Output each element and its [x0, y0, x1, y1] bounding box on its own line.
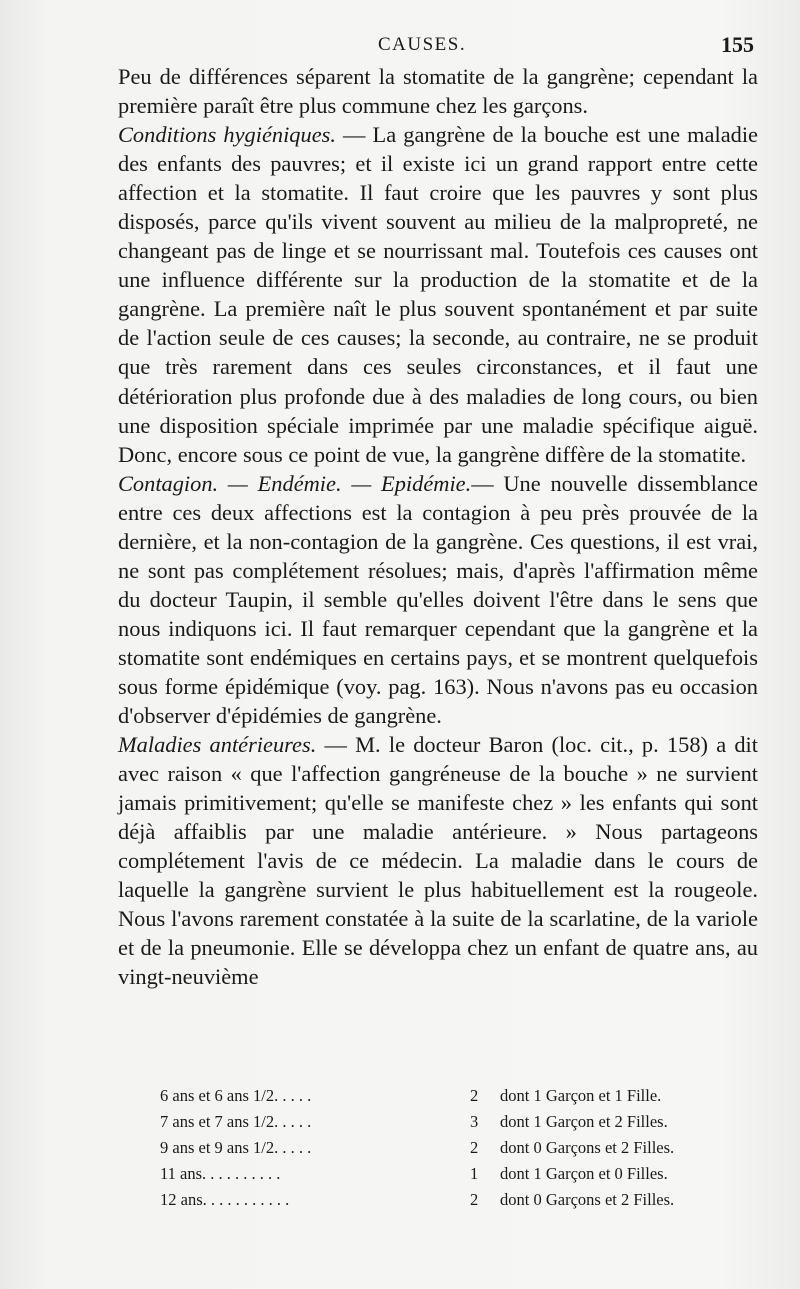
table-row	[160, 1083, 720, 1109]
paragraph-lead: Conditions hygiéniques.	[118, 122, 336, 148]
detail-cell: dont 0 Garçons et 2 Filles.	[500, 1190, 675, 1209]
paragraph-text: — La gangrène de la bouche est une maladie des enfants des pauvres; et il existe ici un grand rapport entre cette affection et la stomatite. Il faut croire que les pauvres y sont plus disposés, parce qu'ils vivent souvent au milieu de la malpropreté, ne changeant pas de linge et se nourrissant mal. Toutefois ces causes ont une influence différente sur la production de la stomatite et de la gangrène. La première naît le plus souvent spontanément et par suite de l'action seule de ces causes; la seconde, au contraire, ne se produit que très rarement dans ces seules circonstances, et il faut une détérioration plus profonde due à des maladies de long cours, ou bien une disposition spéciale imprimée par une maladie spécifique aiguë. Donc, encore sous ce point de vue, la gangrène diffère de la stomatite.	[118, 122, 758, 467]
detail-cell: dont 1 Garçon et 0 Filles.	[500, 1164, 668, 1183]
paragraph-lead: Maladies antérieures.	[118, 732, 317, 758]
count-cell: 1	[470, 1164, 479, 1183]
detail-cell: dont 1 Garçon et 2 Filles.	[500, 1112, 668, 1131]
age-cell: 9 ans et 9 ans 1/2. . . . .	[160, 1138, 312, 1157]
body-text	[118, 62, 758, 992]
age-cell: 11 ans. . . . . . . . . .	[160, 1164, 281, 1183]
table-row	[160, 1161, 720, 1187]
page-header	[118, 30, 760, 60]
detail-cell: dont 1 Garçon et 1 Fille.	[500, 1086, 662, 1105]
paragraph	[118, 730, 758, 991]
age-cell: 12 ans. . . . . . . . . . .	[160, 1190, 290, 1209]
table-row	[160, 1135, 720, 1161]
count-cell: 2	[470, 1138, 479, 1157]
running-head: CAUSES.	[378, 34, 467, 55]
paragraph-text: — Une nouvelle dissemblance entre ces deux affections est la contagion à peu près prouvée de la dernière, et la non-contagion de la gangrène. Ces questions, il est vrai, ne sont pas complétement résolues; mais, d'après l'affirmation même du docteur Taupin, il semble qu'elles doivent l'être dans le sens que nous indiquons ici. Il faut remarquer cependant que la gangrène et la stomatite sont endémiques en certains pays, et se montrent quelquefois sous forme épidémique (voy. pag. 163). Nous n'avons pas eu occasion d'observer d'épidémies de gangrène.	[118, 470, 758, 729]
count-cell: 3	[470, 1112, 479, 1131]
table-row	[160, 1187, 720, 1213]
page-number: 155	[721, 32, 754, 57]
paragraph	[118, 62, 758, 120]
count-cell: 2	[470, 1190, 479, 1209]
paragraph-lead: Contagion. — Endémie. — Epidémie.	[118, 470, 472, 496]
age-cell: 6 ans et 6 ans 1/2. . . . .	[160, 1086, 312, 1105]
table-row	[160, 1109, 720, 1135]
paragraph-text: — M. le docteur Baron (loc. cit., p. 158) a dit avec raison « que l'affection gangréneuse de la bouche » ne survient jamais primitivement; qu'elle se manifeste chez » les enfants qui sont déjà affaiblis par une maladie antérieure. » Nous partageons complétement l'avis de ce médecin. La maladie dans le cours de laquelle la gangrène survient le plus habituellement est la rougeole. Nous l'avons rarement constatée à la suite de la scarlatine, de la variole et de la pneumonie. Elle se développa chez un enfant de quatre ans, au vingt-neuvième	[118, 732, 758, 990]
count-cell: 2	[470, 1086, 479, 1105]
paragraph	[118, 469, 758, 730]
paragraph	[118, 120, 758, 469]
detail-cell: dont 0 Garçons et 2 Filles.	[500, 1138, 675, 1157]
age-table	[160, 1083, 720, 1213]
paragraph-text: Peu de différences séparent la stomatite de la gangrène; cependant la première paraît être plus commune chez les garçons.	[118, 64, 758, 119]
age-cell: 7 ans et 7 ans 1/2. . . . .	[160, 1112, 312, 1131]
